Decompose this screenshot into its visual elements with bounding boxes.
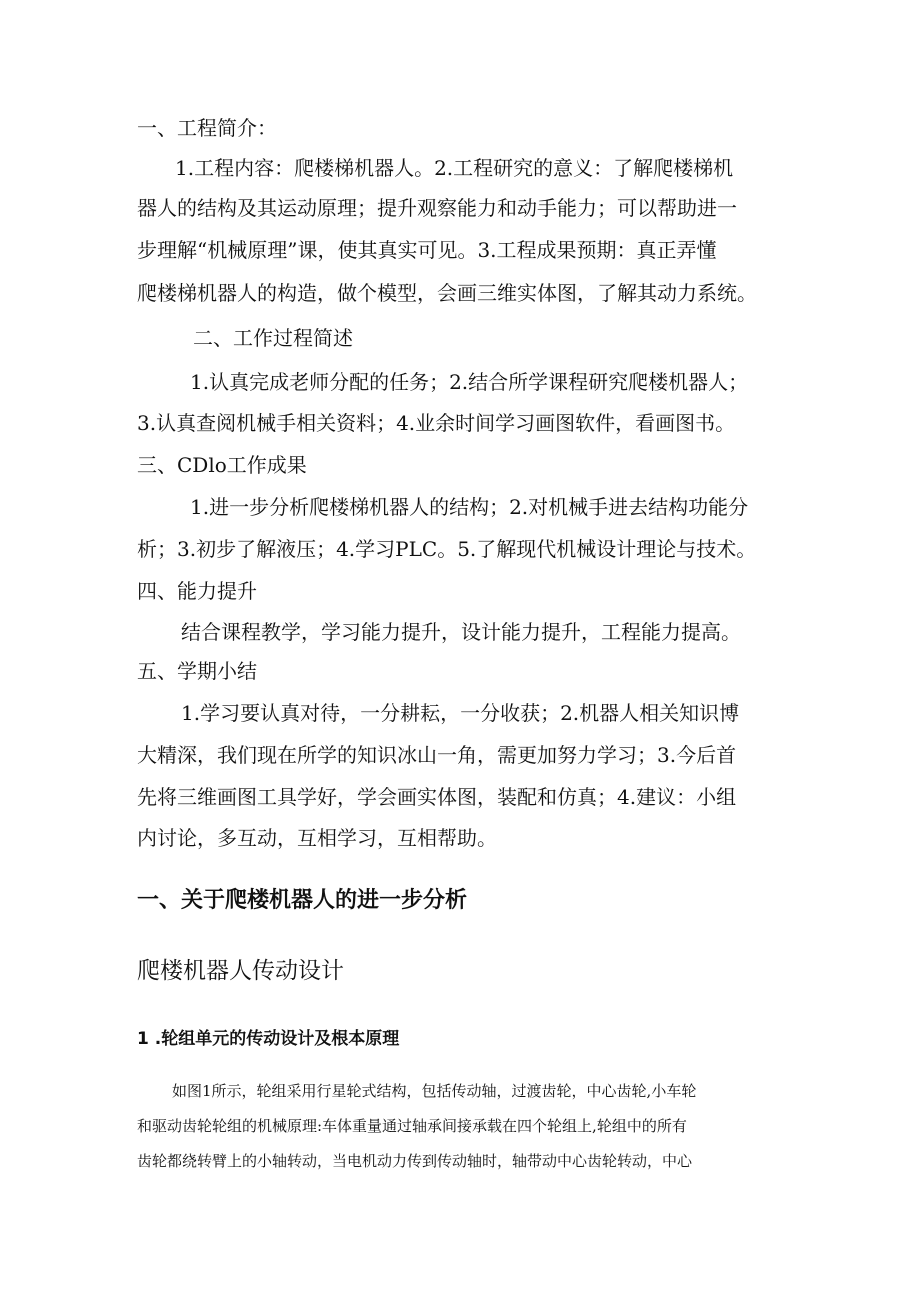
section-1-heading: 一、工程简介：: [137, 116, 277, 140]
section-5-line-2: 大精深，我们现在所学的知识冰山一角，需更加努力学习；3.今后首: [137, 743, 737, 767]
analysis-paragraph-line-2: 和驱动齿轮轮组的机械原理:车体重量通过轴承间接承载在四个轮组上,轮组中的所有: [137, 1117, 687, 1135]
section-4-heading: 四、能力提升: [137, 579, 257, 603]
section-5-line-3: 先将三维画图工具学好，学会画实体图，装配和仿真；4.建议：小组: [137, 785, 737, 809]
section-5-heading: 五、学期小结: [137, 659, 257, 683]
section-3-heading: 三、CDlo工作成果: [137, 453, 307, 477]
section-1-line-2: 器人的结构及其运动原理；提升观察能力和动手能力；可以帮助进一: [137, 196, 737, 220]
analysis-paragraph-line-3: 齿轮都绕转臂上的小轴转动，当电机动力传到传动轴时，轴带动中心齿轮转动，中心: [137, 1152, 693, 1170]
analysis-paragraph-line-1: 如图1所示，轮组采用行星轮式结构，包括传动轴，过渡齿轮，中心齿轮,小车轮: [172, 1082, 697, 1100]
analysis-subheading: 爬楼机器人传动设计: [137, 958, 344, 984]
section-1-line-4: 爬楼梯机器人的构造，做个模型，会画三维实体图，了解其动力系统。: [137, 281, 757, 305]
section-5-line-1: 1.学习要认真对待，一分耕耘，一分收获；2.机器人相关知识博: [181, 701, 740, 725]
section-4-line-1: 结合课程教学，学习能力提升，设计能力提升，工程能力提高。: [181, 620, 741, 644]
analysis-section-heading: 1 .轮组单元的传动设计及根本原理: [137, 1029, 400, 1049]
section-1-line-3: 步理解“机械原理”课，使其真实可见。3.工程成果预期：真正弄懂: [137, 238, 717, 262]
section-2-line-1: 1.认真完成老师分配的任务；2.结合所学课程研究爬楼机器人；: [190, 370, 749, 394]
section-2-heading: 二、工作过程简述: [193, 326, 353, 350]
section-5-line-4: 内讨论，多互动，互相学习，互相帮助。: [137, 826, 497, 850]
section-3-line-2: 析；3.初步了解液压；4.学习PLC。5.了解现代机械设计理论与技术。: [137, 537, 757, 561]
section-2-line-2: 3.认真查阅机械手相关资料；4.业余时间学习画图软件，看画图书。: [137, 411, 736, 435]
section-1-line-1: 1.工程内容：爬楼梯机器人。2.工程研究的意义：了解爬楼梯机: [175, 156, 734, 180]
analysis-heading: 一、关于爬楼机器人的进一步分析: [137, 888, 468, 913]
section-3-line-1: 1.进一步分析爬楼梯机器人的结构；2.对机械手进去结构功能分: [190, 495, 749, 519]
